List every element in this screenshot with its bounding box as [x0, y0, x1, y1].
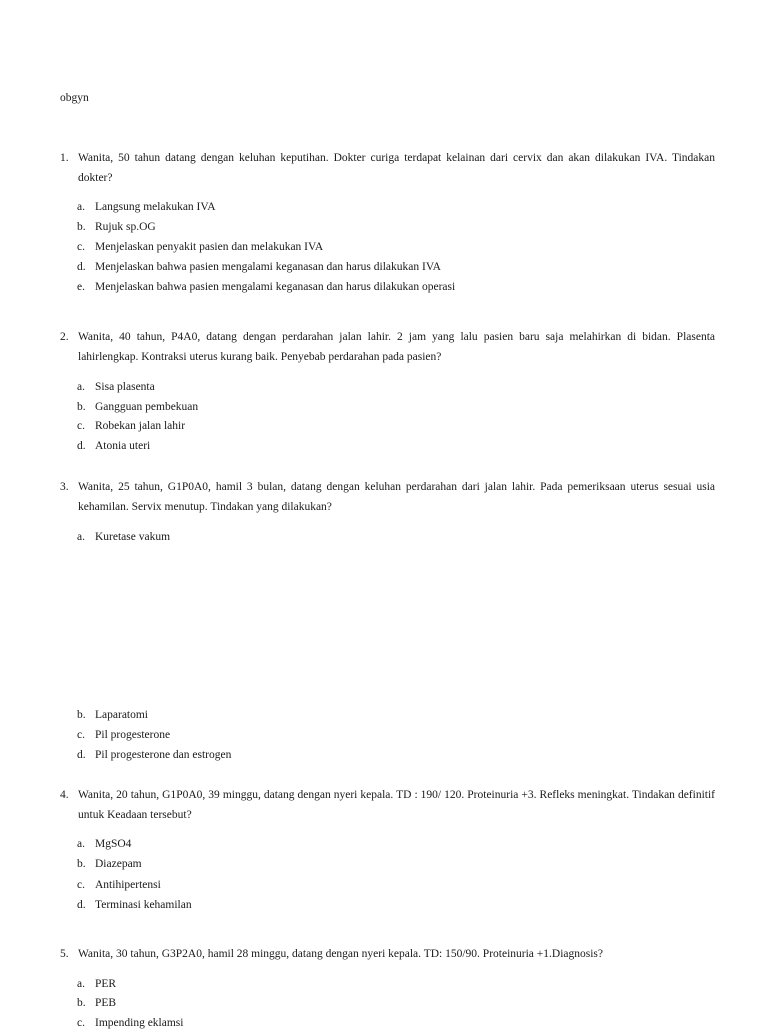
option-item — [77, 1014, 183, 1032]
option-letter: c. — [77, 241, 85, 253]
option-letter: c. — [77, 729, 85, 741]
option-text: Kuretase vakum — [95, 531, 171, 543]
option-item — [77, 417, 185, 435]
option-letter: a. — [77, 201, 85, 213]
option-text: MgSO4 — [95, 838, 132, 850]
option-text: Rujuk sp.OG — [95, 221, 156, 233]
option-letter: b. — [77, 858, 86, 870]
option-letter: d. — [77, 899, 86, 911]
question-number: 5. — [60, 948, 69, 960]
option-letter: b. — [77, 401, 86, 413]
option-text: Impending eklamsi — [95, 1017, 184, 1029]
option-item — [77, 278, 455, 296]
question-4 — [60, 786, 715, 825]
option-item — [77, 726, 170, 744]
question-text: Wanita, 40 tahun, P4A0, datang dengan perdarahan jalan lahir. 2 jam yang lalu pasien baru saja melahirkan di bidan. Plasenta lahirlengkap. Kontraksi uterus kurang baik. Penyebab perdarahan pada pasien? — [78, 331, 715, 363]
question-5 — [60, 945, 715, 965]
question-text: Wanita, 30 tahun, G3P2A0, hamil 28 minggu, datang dengan nyeri kepala. TD: 150/90. Proteinuria +1.Diagnosis? — [78, 948, 603, 960]
option-item — [77, 258, 441, 276]
option-item — [77, 855, 142, 873]
option-text: Gangguan pembekuan — [95, 401, 199, 413]
option-letter: a. — [77, 531, 85, 543]
option-text: Menjelaskan penyakit pasien dan melakukan IVA — [95, 241, 324, 253]
option-text: Sisa plasenta — [95, 381, 155, 393]
question-text: Wanita, 20 tahun, G1P0A0, 39 minggu, datang dengan nyeri kepala. TD : 190/ 120. Proteinuria +3. Refleks meningkat. Tindakan definitif untuk Keadaan tersebut? — [78, 789, 715, 821]
option-item — [77, 378, 155, 396]
option-text: PER — [95, 978, 117, 990]
option-item — [77, 994, 116, 1012]
option-text: Menjelaskan bahwa pasien mengalami keganasan dan harus dilakukan IVA — [95, 261, 441, 273]
document-heading: obgyn — [60, 92, 89, 104]
question-number: 1. — [60, 152, 69, 164]
question-text: Wanita, 50 tahun datang dengan keluhan keputihan. Dokter curiga terdapat kelainan dari cervix dan akan dilakukan IVA. Tindakan dokter? — [78, 152, 715, 184]
option-item — [77, 746, 231, 764]
option-text: Pil progesterone dan estrogen — [95, 749, 232, 761]
option-text: Laparatomi — [95, 709, 149, 721]
option-letter: c. — [77, 1017, 85, 1029]
question-number: 2. — [60, 331, 69, 343]
option-text: Atonia uteri — [95, 440, 151, 452]
question-number: 4. — [60, 789, 69, 801]
option-item — [77, 218, 156, 236]
option-letter: b. — [77, 997, 86, 1009]
question-2 — [60, 328, 715, 367]
option-letter: a. — [77, 381, 85, 393]
option-letter: c. — [77, 879, 85, 891]
option-item — [77, 706, 148, 724]
option-item — [77, 896, 192, 914]
option-item — [77, 835, 131, 853]
option-item — [77, 398, 198, 416]
option-text: Robekan jalan lahir — [95, 420, 186, 432]
option-letter: e. — [77, 281, 85, 293]
question-text: Wanita, 25 tahun, G1P0A0, hamil 3 bulan, datang dengan keluhan perdarahan dari jalan lahir. Pada pemeriksaan uterus sesuai usia kehamilan. Servix menutup. Tindakan yang dilakukan? — [78, 481, 715, 513]
option-text: Terminasi kehamilan — [95, 899, 192, 911]
option-item — [77, 528, 170, 546]
option-text: Langsung melakukan IVA — [95, 201, 216, 213]
option-letter: b. — [77, 221, 86, 233]
option-text: Menjelaskan bahwa pasien mengalami keganasan dan harus dilakukan operasi — [95, 281, 456, 293]
question-1 — [60, 149, 715, 188]
option-item — [77, 876, 161, 894]
option-item — [77, 238, 323, 256]
option-letter: a. — [77, 978, 85, 990]
option-text: Pil progesterone — [95, 729, 171, 741]
option-text: Diazepam — [95, 858, 142, 870]
option-letter: b. — [77, 709, 86, 721]
question-number: 3. — [60, 481, 69, 493]
option-item — [77, 198, 216, 216]
option-letter: d. — [77, 261, 86, 273]
option-item — [77, 975, 116, 993]
option-item — [77, 437, 150, 455]
option-letter: d. — [77, 440, 86, 452]
option-text: PEB — [95, 997, 117, 1009]
option-letter: c. — [77, 420, 85, 432]
option-letter: d. — [77, 749, 86, 761]
question-3 — [60, 478, 715, 517]
option-text: Antihipertensi — [95, 879, 161, 891]
option-letter: a. — [77, 838, 85, 850]
